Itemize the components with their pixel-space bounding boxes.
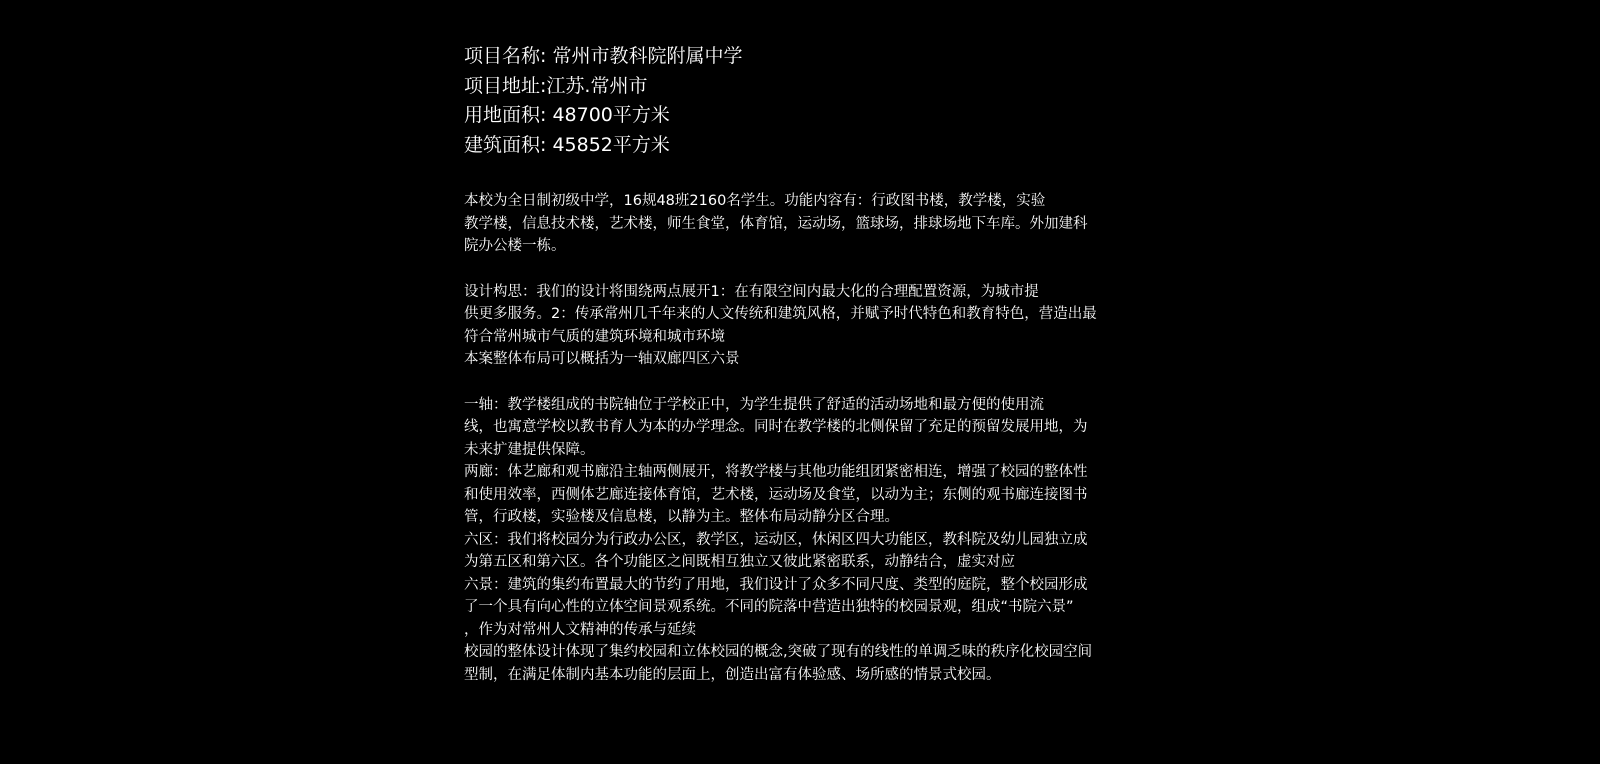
concept-line: 供更多服务。2：传承常州几千年来的人文传统和建筑风格，并赋予时代特色和教育特色，营造出最 [464,306,1097,322]
axis-line: 未来扩建提供保障。 [464,441,595,458]
project-info-block [464,42,742,160]
layout-summary-line: 本案整体布局可以概括为一轴双廊四区六景 [464,351,740,367]
scenes-line: 六景：建筑的集约布置最大的节约了用地，我们设计了众多不同尺度、类型的庭院，整个校园形成 [464,576,1088,593]
paragraph-spacer [464,258,1119,281]
description-block [464,190,1119,686]
building-area-line: 建筑面积: 45852平方米 [464,133,670,156]
corridors-line: 管，行政楼，实验楼及信息楼，以静为主。整体布局动静分区合理。 [464,509,899,525]
intro-line: 院办公楼一栋。 [464,238,566,254]
intro-line: 教学楼，信息技术楼，艺术楼，师生食堂，体育馆，运动场，篮球场，排球场地下车库。外加建科 [464,215,1088,232]
axis-line: 一轴：教学楼组成的书院轴位于学校正中，为学生提供了舒适的活动场地和最方便的使用流 [464,396,1044,413]
scenes-line: 了一个具有向心性的立体空间景观系统。不同的院落中营造出独特的校园景观，组成“书院六景” [464,599,1074,615]
intro-line: 本校为全日制初级中学，16规48班2160名学生。功能内容有：行政图书楼，教学楼，实验 [464,193,1046,209]
concept-line: 符合常州城市气质的建筑环境和城市环境 [464,328,725,345]
zones-line: 六区：我们将校园分为行政办公区，教学区，运动区，休闲区四大功能区，教科院及幼儿园独立成 [464,531,1088,548]
land-area-line: 用地面积: 48700平方米 [464,104,670,126]
corridors-line: 和使用效率，西侧体艺廊连接体育馆，艺术楼，运动场及食堂，以动为主；东侧的观书廊连接图书 [464,486,1088,503]
concept-line: 设计构思：我们的设计将围绕两点展开1：在有限空间内最大化的合理配置资源，为城市提 [464,283,1039,300]
conclusion-line: 型制，在满足体制内基本功能的层面上，创造出富有体验感、场所感的情景式校园。 [464,666,1001,683]
paragraph-spacer [464,371,1119,394]
zones-line: 为第五区和第六区。各个功能区之间既相互独立又彼此紧密联系，动静结合，虚实对应 [464,554,1015,570]
scenes-line: ，作为对常州人文精神的传承与延续 [464,621,696,638]
project-address-line: 项目地址:江苏.常州市 [464,74,648,97]
conclusion-line: 校园的整体设计体现了集约校园和立体校园的概念,突破了现有的线性的单调乏味的秩序化校园空间 [464,644,1093,660]
corridors-line: 两廊：体艺廊和观书廊沿主轴两侧展开，将教学楼与其他功能组团紧密相连，增强了校园的整体性 [464,464,1088,480]
project-name-line: 项目名称: 常州市教科院附属中学 [464,45,743,67]
axis-line: 线，也寓意学校以教书育人为本的办学理念。同时在教学楼的北侧保留了充足的预留发展用地，为 [464,419,1088,435]
